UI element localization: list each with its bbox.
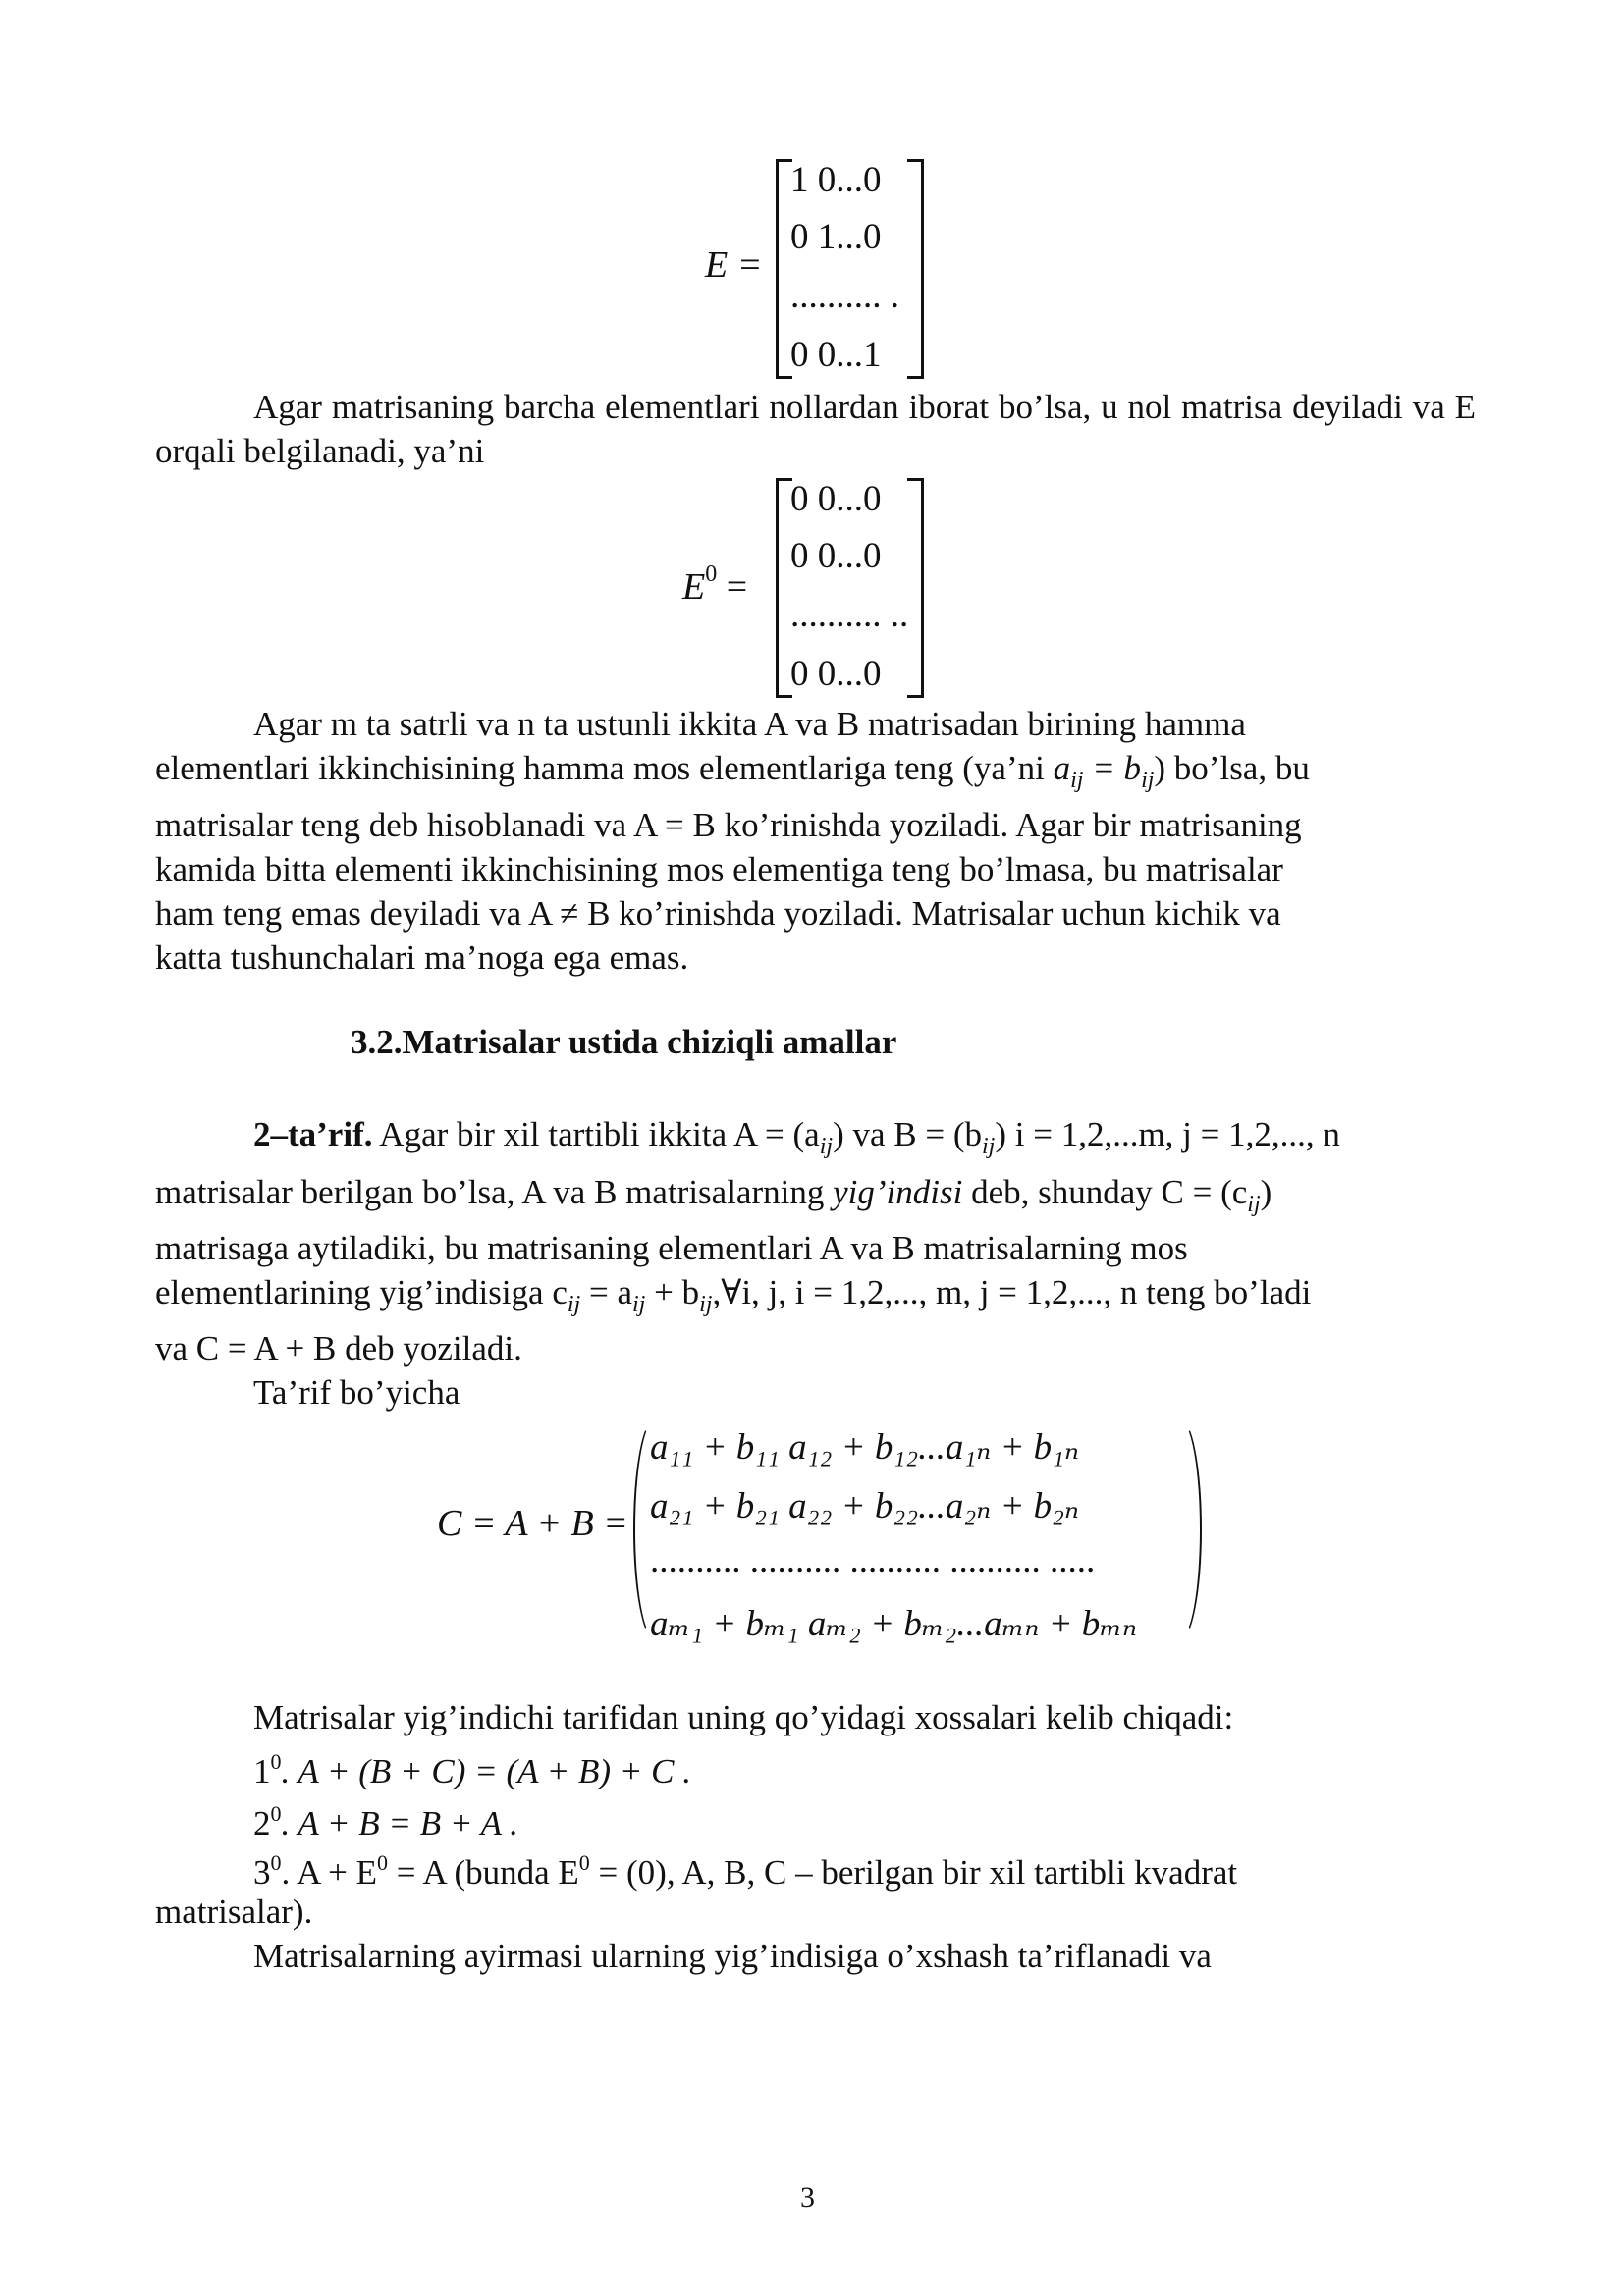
identity-matrix-row: .......... . <box>790 276 899 316</box>
property-2: $2^0$. A + B = B + A . <box>253 1801 518 1842</box>
zero-matrix-label: $E^0$ = <box>682 561 748 608</box>
equality-line-4: kamida bitta elementi ikkinchisining mos elementiga teng bo’lmasa, bu matrisalar <box>155 850 1283 888</box>
difference-line: Matrisalarning ayirmasi ularning yig’indisiga o’xshash ta’riflanadi va <box>253 1937 1212 1975</box>
property-3-end: matrisalar). <box>155 1893 313 1931</box>
identity-matrix-row: 0 0...1 <box>790 335 882 375</box>
equality-line-2: elementlari ikkinchisining hamma mos elementlariga teng (ya’ni $a_{ij} = b_{ij}$) bo’lsa, bu <box>155 749 1310 793</box>
definition-line-2: matrisalar berilgan bo’lsa, A va B matrisalarning yig’indisi deb, shunday $C = (c_{ij})$ <box>155 1173 1272 1217</box>
definition-line-4: elementlarining yig’indisiga $c_{ij} = a_{ij}$ + $b_{ij},\forall i$, j, i = 1,2,..., m, j = 1,2,..., n teng bo’ladi <box>155 1273 1312 1317</box>
identity-matrix-right-bracket <box>907 159 924 379</box>
property-3: $3^0$. $A + E^0 = A$ (bunda $E^0 = (0)$, A, B, C – berilgan bir xil tartibli kvadrat <box>253 1850 1238 1892</box>
definition-line-1: 2–ta’rif. Agar bir xil tartibli ikkita $A = (a_{ij})$ va $B = (b_{ij}) i = 1,2,...m$, j = 1,2,..., n <box>253 1115 1340 1159</box>
property-1: $1^0$. A + (B + C) = (A + B) + C . <box>253 1749 692 1790</box>
equality-line-6: katta tushunchalari ma’noga ega emas. <box>155 938 689 977</box>
zero-matrix-paragraph: Agar matrisaning barcha elementlari nollardan iborat bo’lsa, u nol matrisa deyiladi va E orqali belgilanadi, ya’ni <box>155 388 1476 470</box>
definition-line-5: va C = A + B deb yoziladi. <box>155 1329 522 1367</box>
equality-line-3: matrisalar teng deb hisoblanadi va A = B ko’rinishda yoziladi. Agar bir matrisaning <box>155 806 1302 844</box>
definition-line-6: Ta’rif bo’yicha <box>253 1373 460 1412</box>
sum-matrix-row: .......... .......... .......... .......... ..... <box>650 1540 1096 1580</box>
sum-matrix-row: a₁₁ + b₁₁ a₁₂ + b₁₂...a₁ₙ + b₁ₙ <box>650 1427 1080 1468</box>
identity-matrix-row: 1 0...0 <box>790 160 882 200</box>
zero-matrix-row: 0 0...0 <box>790 536 882 576</box>
zero-matrix-row: .......... .. <box>790 595 909 635</box>
page-number: 3 <box>800 2181 815 2214</box>
sum-matrix-right-paren <box>1159 1418 1202 1640</box>
identity-matrix-row: 0 1...0 <box>790 217 882 257</box>
identity-matrix-label: E = <box>705 244 763 286</box>
equality-line-1: Agar m ta satrli va n ta ustunli ikkita A va B matrisadan birining hamma <box>253 705 1246 743</box>
sum-matrix-label: C = A + B = <box>437 1503 628 1544</box>
definition-line-3: matrisaga aytiladiki, bu matrisaning elementlari A va B matrisalarning mos <box>155 1229 1188 1267</box>
section-title: 3.2.Matrisalar ustida chiziqli amallar <box>351 1023 897 1061</box>
zero-matrix-row: 0 0...0 <box>790 479 882 519</box>
zero-matrix-row: 0 0...0 <box>790 654 882 694</box>
equality-line-5: ham teng emas deyiladi va A ≠ B ko’rinishda yoziladi. Matrisalar uchun kichik va <box>155 894 1281 933</box>
sum-matrix-row: a₂₁ + b₂₁ a₂₂ + b₂₂...a₂ₙ + b₂ₙ <box>650 1486 1080 1526</box>
sum-matrix-row: aₘ₁ + bₘ₁ aₘ₂ + bₘ₂...aₘₙ + bₘₙ <box>650 1604 1137 1644</box>
properties-intro: Matrisalar yig’indichi tarifidan uning qo’yidagi xossalari kelib chiqadi: <box>253 1698 1234 1736</box>
zero-matrix-right-bracket <box>907 478 924 698</box>
